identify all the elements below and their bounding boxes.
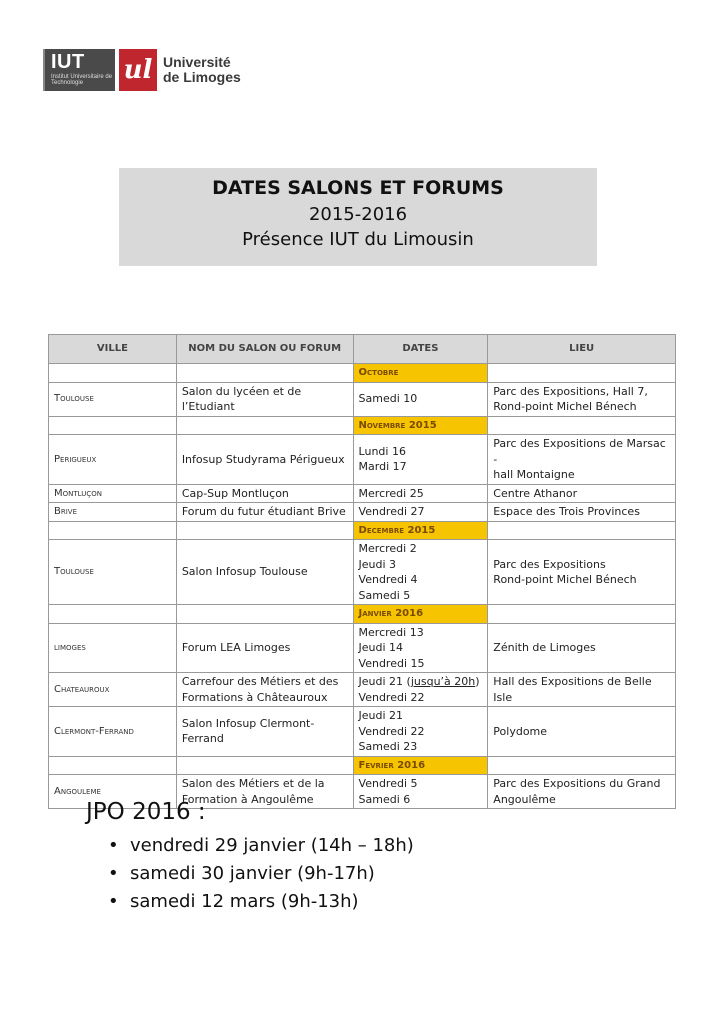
ville-cell: Angouleme (49, 775, 177, 809)
ville-cell: Chateauroux (49, 673, 177, 707)
header-dates: DATES (353, 335, 488, 364)
month-row-octobre (49, 364, 676, 383)
salon-cell: Infosup Studyrama Périgueux (176, 435, 353, 485)
month-row-decembre (49, 521, 676, 540)
ville-cell: Brive (49, 503, 177, 522)
dates-cell: Jeudi 21 Vendredi 22 Samedi 23 (353, 707, 488, 757)
ville-cell: Montluçon (49, 484, 177, 503)
dates-cell: Mercredi 25 (353, 484, 488, 503)
salon-cell: Salon Infosup Toulouse (176, 540, 353, 605)
dates-cell: Mercredi 13 Jeudi 14 Vendredi 15 (353, 623, 488, 673)
month-label: Janvier 2016 (353, 605, 488, 624)
header-logos (43, 49, 241, 91)
universite-limoges-name (163, 55, 241, 85)
table-header-row (49, 335, 676, 364)
dates-cell: Jeudi 21 (jusqu’à 20h) Vendredi 22 (353, 673, 488, 707)
table-row (49, 540, 676, 605)
ville-cell: Toulouse (49, 540, 177, 605)
table-row (49, 623, 676, 673)
list-item: • samedi 30 janvier (9h-17h) (130, 860, 414, 888)
lieu-cell: Parc des Expositions de Marsac - hall Montaigne (488, 435, 676, 485)
month-row-janvier (49, 605, 676, 624)
header-lieu: LIEU (488, 335, 676, 364)
lieu-cell: Hall des Expositions de Belle Isle (488, 673, 676, 707)
universite-name-line1: Université (163, 54, 231, 70)
month-label: Fevrier 2016 (353, 756, 488, 775)
bullet-icon: • (108, 863, 119, 884)
ville-cell: Clermont-Ferrand (49, 707, 177, 757)
iut-logo-subtitle: Institut Universitaire de Technologie (51, 74, 113, 86)
jpo-title: JPO 2016 : (86, 799, 206, 825)
header-salon: NOM DU SALON OU FORUM (176, 335, 353, 364)
bullet-icon: • (108, 835, 119, 856)
table-row (49, 673, 676, 707)
list-item: • vendredi 29 janvier (14h – 18h) (130, 832, 414, 860)
month-label: Decembre 2015 (353, 521, 488, 540)
universite-name-line2: de Limoges (163, 69, 241, 85)
month-label: Novembre 2015 (353, 416, 488, 435)
lieu-cell: Zénith de Limoges (488, 623, 676, 673)
table-row (49, 435, 676, 485)
ville-cell: Perigueux (49, 435, 177, 485)
document-title-box (119, 168, 597, 266)
ville-cell: Toulouse (49, 382, 177, 416)
table-row (49, 503, 676, 522)
lieu-cell: Parc des Expositions Rond-point Michel Bénech (488, 540, 676, 605)
document-title: DATES SALONS ET FORUMS (212, 177, 504, 199)
document-subtitle: Présence IUT du Limousin (242, 229, 474, 250)
iut-logo-text: IUT (51, 51, 85, 73)
salon-cell: Forum du futur étudiant Brive (176, 503, 353, 522)
dates-cell: Lundi 16 Mardi 17 (353, 435, 488, 485)
salons-table (48, 334, 676, 809)
ville-cell: limoges (49, 623, 177, 673)
jpo-list (86, 832, 414, 916)
dates-cell: Vendredi 5 Samedi 6 (353, 775, 488, 809)
lieu-cell: Espace des Trois Provinces (488, 503, 676, 522)
salon-cell: Carrefour des Métiers et des Formations à Châteauroux (176, 673, 353, 707)
lieu-cell: Polydome (488, 707, 676, 757)
dates-cell: Mercredi 2 Jeudi 3 Vendredi 4 Samedi 5 (353, 540, 488, 605)
universite-limoges-logo-mark: ul (119, 49, 157, 91)
month-label: Octobre (353, 364, 488, 383)
document-year: 2015-2016 (308, 204, 408, 225)
salon-cell: Cap-Sup Montluçon (176, 484, 353, 503)
iut-logo (43, 49, 115, 91)
salon-cell: Forum LEA Limoges (176, 623, 353, 673)
lieu-cell: Parc des Expositions, Hall 7, Rond-point Michel Bénech (488, 382, 676, 416)
salon-cell: Salon Infosup Clermont-Ferrand (176, 707, 353, 757)
header-ville: VILLE (49, 335, 177, 364)
dates-cell: Vendredi 27 (353, 503, 488, 522)
salon-cell: Salon des Métiers et de la Formation à Angoulême (176, 775, 353, 809)
dates-cell: Samedi 10 (353, 382, 488, 416)
list-item: • samedi 12 mars (9h-13h) (130, 888, 414, 916)
lieu-cell: Parc des Expositions du Grand Angoulême (488, 775, 676, 809)
table-row (49, 707, 676, 757)
table-row (49, 382, 676, 416)
salon-cell: Salon du lycéen et de l’Etudiant (176, 382, 353, 416)
bullet-icon: • (108, 891, 119, 912)
month-row-novembre (49, 416, 676, 435)
month-row-fevrier (49, 756, 676, 775)
lieu-cell: Centre Athanor (488, 484, 676, 503)
jpo-section (86, 799, 414, 916)
table-row (49, 484, 676, 503)
